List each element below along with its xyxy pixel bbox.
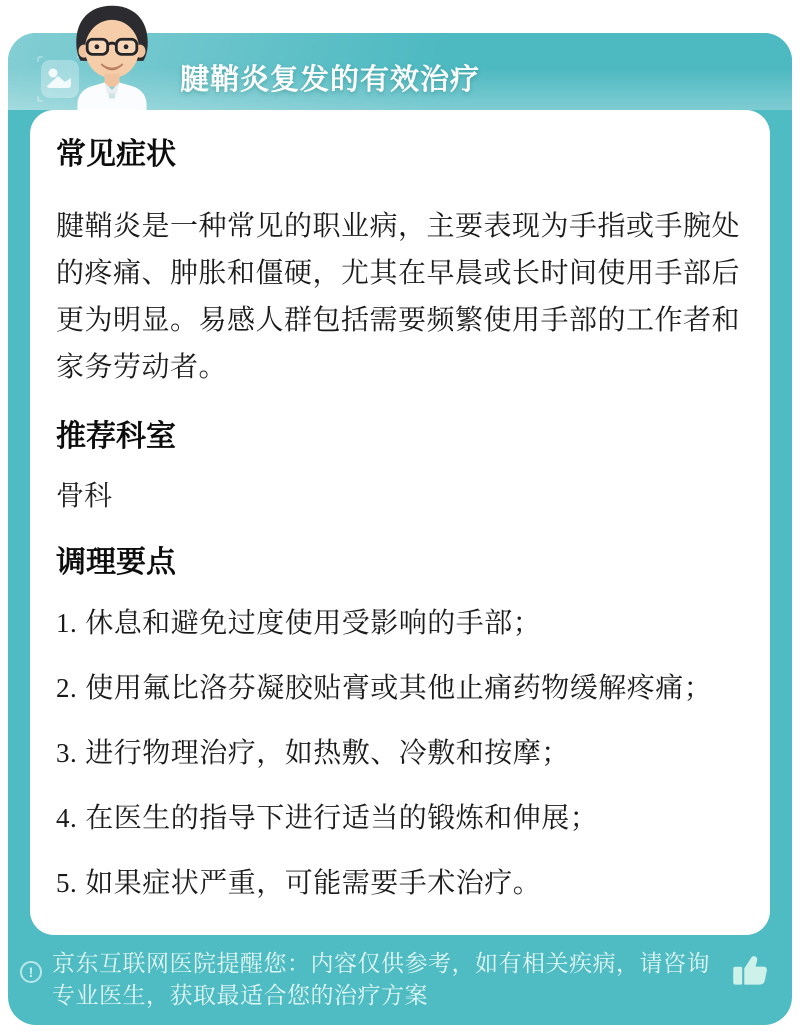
tip-text: 使用氟比洛芬凝胶贴膏或其他止痛药物缓解疼痛； [85,672,713,703]
disclaimer-footer [20,947,770,1011]
tip-item [56,664,744,712]
warning-circle-icon: ! [20,961,42,983]
tip-text: 进行物理治疗，如热敷、冷敷和按摩； [85,737,570,768]
tip-number: 4. [56,803,78,833]
thumbs-up-icon [728,949,770,993]
symptoms-paragraph: 腱鞘炎是一种常见的职业病，主要表现为手指或手腕处的疼痛、肿胀和僵硬，尤其在早晨或长时间使用手部后更为明显。易感人群包括需要频繁使用手部的工作者和家务劳动者。 [56,210,741,382]
content-card [30,110,770,935]
tips-list [56,599,744,907]
tip-number: 1. [56,608,78,638]
tip-item [56,794,744,842]
symptoms-heading: 常见症状 [56,138,176,171]
tip-number: 3. [56,738,78,768]
disclaimer-text: 京东互联网医院提醒您：内容仅供参考，如有相关疾病，请咨询专业医生，获取最适合您的治疗方案 [52,950,710,1008]
tips-heading: 调理要点 [56,546,176,579]
tip-item [56,859,744,907]
chat-bubble-card [8,33,792,1025]
tip-number: 5. [56,868,78,898]
tip-item [56,599,744,647]
tip-item [56,729,744,777]
doctor-avatar [58,3,166,123]
thumbs-up-button[interactable] [728,949,770,993]
department-heading: 推荐科室 [56,420,176,453]
tip-number: 2. [56,673,78,703]
card-header [8,33,792,110]
tip-text: 休息和避免过度使用受影响的手部； [85,607,542,638]
tip-text: 如果症状严重，可能需要手术治疗。 [85,867,542,898]
tip-text: 在医生的指导下进行适当的锻炼和伸展； [85,802,599,833]
department-value: 骨科 [56,480,113,511]
page-title: 腱鞘炎复发的有效治疗 [180,64,481,96]
